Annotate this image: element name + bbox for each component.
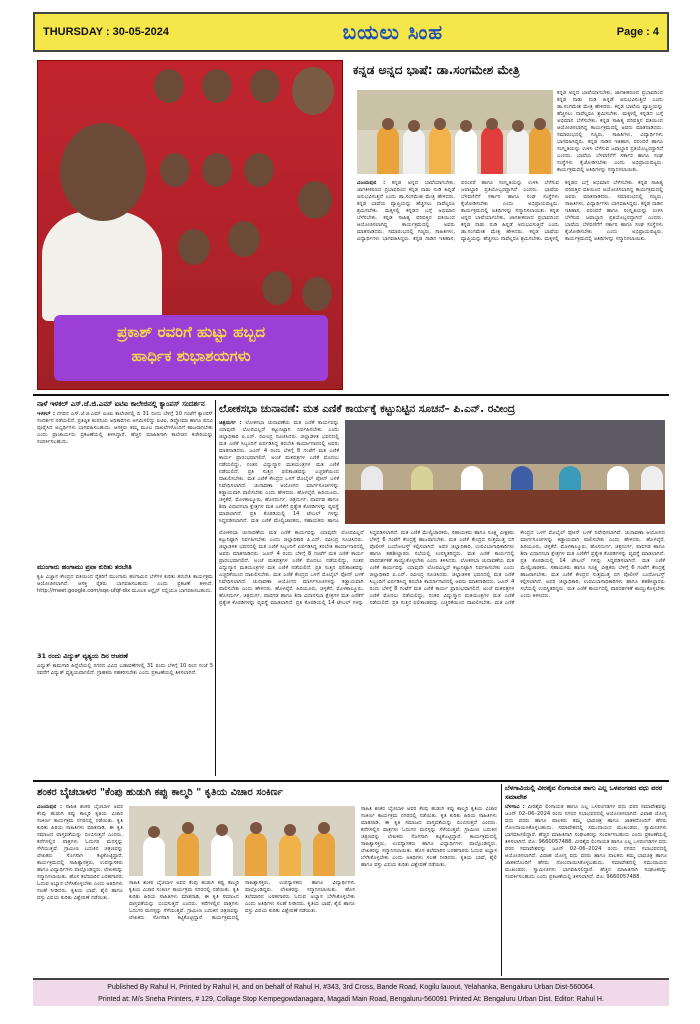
imprint-footer (33, 978, 669, 1006)
portrait-thumb (302, 277, 332, 311)
banner-line-1: ಪ್ರಕಾಶ್ ರವರಿಗೆ ಹುಟ್ಟು ಹಬ್ಬದ (116, 323, 266, 341)
portrait-thumb (228, 221, 260, 257)
story-lead (37, 804, 123, 974)
story-body (219, 530, 665, 774)
issue-date: THURSDAY : 30-05-2024 (43, 26, 169, 38)
imprint-line-2: Printed at: M/s Sneha Printers, # 129, Collage Stop Kempegowdanagara, Magadi Main Road, Bengaluru-560091 Printed At: Bengaluru Urban Dist. Editor: Rahul H. (98, 996, 604, 1003)
story-headline: ಬೆಳಗಾವಿಯಲ್ಲಿ ವೀರಶೈವ ಲಿಂಗಾಯತ ಹಾಗು ಎಲ್ಲ ಒಳಪಂಗಡದ ವಧು ವರರ ಸಮಾವೇಶ (505, 784, 663, 801)
birthday-wish-banner (54, 315, 328, 381)
banner-line-2: ಹಾರ್ಧಿಕ ಶುಭಾಶಯಗಳು (131, 347, 251, 365)
story-body (505, 804, 667, 974)
story-body-text-cont: ಕನ್ನಡ ಅನ್ನದ ಭಾಷೆಯಾಗಬೇಕು, ಜಾಗತೀಕರಣದ ಪ್ರಭಾವದಿಂದ ಕನ್ನಡ ನಾಡು ನುಡಿ ಹಿನ್ನಡೆ ಅನುಭವಿಸುತ್ತಿದೆ ಎಂದು ಡಾ.ಸಂಗಮೇಶ ಮೇತ್ರಿ ಹೇಳಿದರು. ಕನ್ನಡ ಭಾಷೆಯ ವ್ಯಾಪ್ತಿಯನ್ನು ಹೆಚ್ಚಿಸಲು ನಾವೆಲ್ಲರೂ ಶ್ರಮಿಸಬೇಕು. ಮಕ್ಕಳಲ್ಲಿ ಕನ್ನಡದ ಬಗ್ಗೆ ಅಭಿಮಾನ ಬೆಳೆಸಬೇಕು. ಕನ್ನಡ ಸಾಹಿತ್ಯ ಪರಿಷತ್ತಿನ ವತಿಯಿಂದ ಆಯೋಜಿಸಲಾಗಿದ್ದ ಕಾರ್ಯಕ್ರಮದಲ್ಲಿ ಅವರು ಮಾತನಾಡಿದರು. ಸಮಾರಂಭದಲ್ಲಿ ಗಣ್ಯರು, ಸಾಹಿತಿಗಳು, ವಿದ್ಯಾರ್ಥಿಗಳು ಭಾಗವಹಿಸಿದ್ದರು. ಕನ್ನಡ ನಾಡಿನ ಇತಿಹಾಸ, ಪರಂಪರೆ ಹಾಗೂ ಸಂಸ್ಕೃತಿಯನ್ನು ಉಳಿಸಿ ಬೆಳೆಸುವ ಜವಾಬ್ದಾರಿ ಪ್ರತಿಯೊಬ್ಬರದ್ದಾಗಿದೆ ಎಂದರು. ಭಾಷೆಯ ಬೆಳವಣಿಗೆಗೆ ಸರ್ಕಾರ ಹಾಗೂ ಸಂಘ ಸಂಸ್ಥೆಗಳು ಕೈಜೋಡಿಸಬೇಕು ಎಂದು ಅಭಿಪ್ರಾಯಪಟ್ಟರು. ಕಾರ್ಯಕ್ರಮದಲ್ಲಿ ಅತಿಥಿಗಳನ್ನು ಸನ್ಮಾನಿಸಲಾಯಿತು. (461, 180, 663, 242)
story-body (37, 411, 213, 561)
story-headline: ಕನ್ನಡ ಅನ್ನದ ಭಾಷೆ: ಡಾ.ಸಂಗಮೇಶ ಮೇತ್ರಿ (353, 63, 520, 77)
story-body-text: ಸಾಹಿತಿ ಶಂಕರ ಬೈಚಬಾಳ ಅವರ ಕೆಂಪು ಹುಡುಗಿ ಕಪ್ಪು ಕಾಲ್ಮರಿ ಕೃತಿಯ ವಿಚಾರ ಸಂಕಿರ್ಣ ಕಾರ್ಯಕ್ರಮ ನಗರದಲ್ಲಿ ನಡೆಯಿತು. ಕೃತಿ ಕುರಿತು ಹಿರಿಯ ಸಾಹಿತಿಗಳು ಮಾತನಾಡಿ, ಈ ಕೃತಿ ಸಮಾಜದ ವಾಸ್ತವತೆಯನ್ನು ಬಿಂಬಿಸುತ್ತದೆ ಎಂದರು. ಕಥೆಗಳಲ್ಲಿನ ಪಾತ್ರಗಳು ಓದುಗರ ಮನಸ್ಸನ್ನು ಸೆಳೆಯುತ್ತವೆ. ಗ್ರಾಮೀಣ ಬದುಕಿನ ಚಿತ್ರಣವನ್ನು ಲೇಖಕರು ಸೊಗಸಾಗಿ ಕಟ್ಟಿಕೊಟ್ಟಿದ್ದಾರೆ. ಕಾರ್ಯಕ್ರಮದಲ್ಲಿ ಸಾಹಿತ್ಯಾಸಕ್ತರು, ಉಪನ್ಯಾಸಕರು ಹಾಗೂ ವಿದ್ಯಾರ್ಥಿಗಳು ಪಾಲ್ಗೊಂಡಿದ್ದರು. ಲೇಖಕರನ್ನು ಸನ್ಮಾನಿಸಲಾಯಿತು. ಹೊಸ ತಲೆಮಾರಿನ ಬರಹಗಾರರು ಓದುವ ಅಭ್ಯಾಸ ಬೆಳೆಸಿಕೊಳ್ಳಬೇಕು ಎಂದು ಅತಿಥಿಗಳು ಸಲಹೆ ನೀಡಿದರು. ಕೃತಿಯ ಭಾಷೆ, ಶೈಲಿ ಹಾಗೂ ವಸ್ತು ವಿಷಯ ಕುರಿತು ವಿಶ್ಲೇಷಣೆ ನಡೆಯಿತು. (37, 804, 123, 901)
story-dateline: ವಿಜಯಪುರ : (37, 804, 63, 810)
portrait-thumb (292, 67, 334, 115)
masthead (33, 12, 669, 52)
main-portrait-face (60, 123, 146, 221)
story-body (357, 180, 663, 384)
story-marriage-convention (505, 784, 667, 976)
page-number: Page : 4 (616, 26, 659, 38)
portrait-thumb (250, 69, 280, 103)
column-divider (501, 784, 502, 976)
portrait-thumb (298, 181, 332, 219)
story-body: ಸಾಹಿತಿ ಶಂಕರ ಬೈಚಬಾಳ ಅವರ ಕೆಂಪು ಹುಡುಗಿ ಕಪ್ಪು ಕಾಲ್ಮರಿ ಕೃತಿಯ ವಿಚಾರ ಸಂಕಿರ್ಣ ಕಾರ್ಯಕ್ರಮ ನಗರದಲ್ಲಿ ನಡೆಯಿತು. ಕೃತಿ ಕುರಿತು ಹಿರಿಯ ಸಾಹಿತಿಗಳು ಮಾತನಾಡಿ, ಈ ಕೃತಿ ಸಮಾಜದ ವಾಸ್ತವತೆಯನ್ನು ಬಿಂಬಿಸುತ್ತದೆ ಎಂದರು. ಕಥೆಗಳಲ್ಲಿನ ಪಾತ್ರಗಳು ಓದುಗರ ಮನಸ್ಸನ್ನು ಸೆಳೆಯುತ್ತವೆ. ಗ್ರಾಮೀಣ ಬದುಕಿನ ಚಿತ್ರಣವನ್ನು ಲೇಖಕರು ಸೊಗಸಾಗಿ ಕಟ್ಟಿಕೊಟ್ಟಿದ್ದಾರೆ. ಕಾರ್ಯಕ್ರಮದಲ್ಲಿ ಸಾಹಿತ್ಯಾಸಕ್ತರು, ಉಪನ್ಯಾಸಕರು ಹಾಗೂ ವಿದ್ಯಾರ್ಥಿಗಳು ಪಾಲ್ಗೊಂಡಿದ್ದರು. ಲೇಖಕರನ್ನು ಸನ್ಮಾನಿಸಲಾಯಿತು. ಹೊಸ ತಲೆಮಾರಿನ ಬರಹಗಾರರು ಓದುವ ಅಭ್ಯಾಸ ಬೆಳೆಸಿಕೊಳ್ಳಬೇಕು ಎಂದು ಅತಿಥಿಗಳು ಸಲಹೆ ನೀಡಿದರು. ಕೃತಿಯ ಭಾಷೆ, ಶೈಲಿ ಹಾಗೂ ವಸ್ತು ವಿಷಯ ಕುರಿತು ವಿಶ್ಲೇಷಣೆ ನಡೆಯಿತು. (129, 880, 355, 921)
story-headline: ನಾಳೆ ಇಳಕಲ್ ಎಸ್.ಜೆ.ಜಿ.ಎಮ್ ಐಟಿಐ ಕಾಲೇಜಿನಲ್ಲಿ ಕ್ಯಾಂಪಸ್ ಸಂದರ್ಶನ (37, 400, 205, 408)
story-headline: ಲೋಕಸಭಾ ಚುನಾವಣೆ: ಮತ ಎಣಿಕೆ ಕಾರ್ಯಕ್ಕೆ ಕಟ್ಟುನಿಟ್ಟಿನ ಸೂಚನೆ– ಪಿ.ಎನ್. ರವೀಂದ್ರ (219, 403, 515, 415)
story-body-side: ಕನ್ನಡ ಅನ್ನದ ಭಾಷೆಯಾಗಬೇಕು, ಜಾಗತೀಕರಣದ ಪ್ರಭಾವದಿಂದ ಕನ್ನಡ ನಾಡು ನುಡಿ ಹಿನ್ನಡೆ ಅನುಭವಿಸುತ್ತಿದೆ ಎಂದು ಡಾ.ಸಂಗಮೇಶ ಮೇತ್ರಿ ಹೇಳಿದರು. ಕನ್ನಡ ಭಾಷೆಯ ವ್ಯಾಪ್ತಿಯನ್ನು ಹೆಚ್ಚಿಸಲು ನಾವೆಲ್ಲರೂ ಶ್ರಮಿಸಬೇಕು. ಮಕ್ಕಳಲ್ಲಿ ಕನ್ನಡದ ಬಗ್ಗೆ ಅಭಿಮಾನ ಬೆಳೆಸಬೇಕು. ಕನ್ನಡ ಸಾಹಿತ್ಯ ಪರಿಷತ್ತಿನ ವತಿಯಿಂದ ಆಯೋಜಿಸಲಾಗಿದ್ದ ಕಾರ್ಯಕ್ರಮದಲ್ಲಿ ಅವರು ಮಾತನಾಡಿದರು. ಸಮಾರಂಭದಲ್ಲಿ ಗಣ್ಯರು, ಸಾಹಿತಿಗಳು, ವಿದ್ಯಾರ್ಥಿಗಳು ಭಾಗವಹಿಸಿದ್ದರು. ಕನ್ನಡ ನಾಡಿನ ಇತಿಹಾಸ, ಪರಂಪರೆ ಹಾಗೂ ಸಂಸ್ಕೃತಿಯನ್ನು ಉಳಿಸಿ ಬೆಳೆಸುವ ಜವಾಬ್ದಾರಿ ಪ್ರತಿಯೊಬ್ಬರದ್ದಾಗಿದೆ ಎಂದರು. ಭಾಷೆಯ ಬೆಳವಣಿಗೆಗೆ ಸರ್ಕಾರ ಹಾಗೂ ಸಂಘ ಸಂಸ್ಥೆಗಳು ಕೈಜೋಡಿಸಬೇಕು ಎಂದು ಅಭಿಪ್ರಾಯಪಟ್ಟರು. ಕಾರ್ಯಕ್ರಮದಲ್ಲಿ ಅತಿಥಿಗಳನ್ನು ಸನ್ಮಾನಿಸಲಾಯಿತು. (557, 90, 663, 173)
main-portrait-body (42, 211, 162, 321)
birthday-advertisement (37, 60, 343, 390)
portrait-thumb (154, 69, 184, 103)
portrait-thumb (160, 153, 190, 187)
story-kannada-language (351, 58, 667, 388)
story-body-right: ಸಾಹಿತಿ ಶಂಕರ ಬೈಚಬಾಳ ಅವರ ಕೆಂಪು ಹುಡುಗಿ ಕಪ್ಪು ಕಾಲ್ಮರಿ ಕೃತಿಯ ವಿಚಾರ ಸಂಕಿರ್ಣ ಕಾರ್ಯಕ್ರಮ ನಗರದಲ್ಲಿ ನಡೆಯಿತು. ಕೃತಿ ಕುರಿತು ಹಿರಿಯ ಸಾಹಿತಿಗಳು ಮಾತನಾಡಿ, ಈ ಕೃತಿ ಸಮಾಜದ ವಾಸ್ತವತೆಯನ್ನು ಬಿಂಬಿಸುತ್ತದೆ ಎಂದರು. ಕಥೆಗಳಲ್ಲಿನ ಪಾತ್ರಗಳು ಓದುಗರ ಮನಸ್ಸನ್ನು ಸೆಳೆಯುತ್ತವೆ. ಗ್ರಾಮೀಣ ಬದುಕಿನ ಚಿತ್ರಣವನ್ನು ಲೇಖಕರು ಸೊಗಸಾಗಿ ಕಟ್ಟಿಕೊಟ್ಟಿದ್ದಾರೆ. ಕಾರ್ಯಕ್ರಮದಲ್ಲಿ ಸಾಹಿತ್ಯಾಸಕ್ತರು, ಉಪನ್ಯಾಸಕರು ಹಾಗೂ ವಿದ್ಯಾರ್ಥಿಗಳು ಪಾಲ್ಗೊಂಡಿದ್ದರು. ಲೇಖಕರನ್ನು ಸನ್ಮಾನಿಸಲಾಯಿತು. ಹೊಸ ತಲೆಮಾರಿನ ಬರಹಗಾರರು ಓದುವ ಅಭ್ಯಾಸ ಬೆಳೆಸಿಕೊಳ್ಳಬೇಕು ಎಂದು ಅತಿಥಿಗಳು ಸಲಹೆ ನೀಡಿದರು. ಕೃತಿಯ ಭಾಷೆ, ಶೈಲಿ ಹಾಗೂ ವಸ್ತು ವಿಷಯ ಕುರಿತು ವಿಶ್ಲೇಷಣೆ ನಡೆಯಿತು. (361, 806, 497, 868)
column-divider (215, 400, 216, 776)
sub-story-body: ವಿದ್ಯುತ್ ಕಾಮಗಾರಿ ಹಿನ್ನೆಲೆಯಲ್ಲಿ ನಗರದ ವಿವಿಧ ಬಡಾವಣೆಗಳಲ್ಲಿ 31 ರಂದು ಬೆಳಿಗ್ಗೆ 10 ರಿಂದ ಸಂಜೆ 5 ರವರೆಗೆ ವಿದ್ಯುತ್ ವ್ಯತ್ಯಯವಾಗಲಿದೆ. ಗ್ರಾಹಕರು ಸಹಕರಿಸಬೇಕು ಎಂದು ಪ್ರಕಟಣೆಯಲ್ಲಿ ತಿಳಿಸಲಾಗಿದೆ. (37, 663, 213, 676)
portrait-thumb (178, 229, 210, 265)
felicitation-photo (129, 806, 355, 876)
portrait-thumb (202, 69, 232, 103)
story-body-text-cont: ವೀರಶೈವ ಲಿಂಗಾಯತ ಹಾಗೂ ಎಲ್ಲ ಒಳಪಂಗಡಗಳ ವಧು ವರರ ಸಮಾವೇಶವನ್ನು ಜೂನ್ 02–06–2024 ರಂದು ನಗರದ ಸಭಾಭವನದಲ್ಲಿ ಆಯೋಜಿಸಲಾಗಿದೆ. ವಿವಾಹ ಯೋಗ್ಯ ವಧು ವರರು ಹಾಗೂ ಪಾಲಕರು ತಮ್ಮ ಭಾವಚಿತ್ರ ಹಾಗೂ ಜಾತಕದೊಂದಿಗೆ ಹೆಸರು ನೋಂದಾಯಿಸಿಕೊಳ್ಳಬಹುದು. ಸಮಾವೇಶದಲ್ಲಿ ಸಮುದಾಯದ ಮುಖಂಡರು, ಸ್ವಾಮೀಜಿಗಳು ಭಾಗವಹಿಸಲಿದ್ದಾರೆ. ಹೆಚ್ಚಿನ ಮಾಹಿತಿಗಾಗಿ ಸಂಘಟಕರನ್ನು ಸಂಪರ್ಕಿಸಬಹುದು ಎಂದು ಪ್ರಕಟಣೆಯಲ್ಲಿ ತಿಳಿಸಲಾಗಿದೆ. ಮೊ: 9660057488. (505, 839, 667, 880)
section-divider (33, 394, 669, 396)
story-body-text: ಲೋಕಸಭಾ ಚುನಾವಣೆಯ ಮತ ಎಣಿಕೆ ಕಾರ್ಯವನ್ನು ಯಾವುದೇ ಲೋಪವಿಲ್ಲದೆ ಕಟ್ಟುನಿಟ್ಟಾಗಿ ನಿರ್ವಹಿಸಬೇಕು ಎಂದು ಜಿಲ್ಲಾಧಿಕಾರಿ ಪಿ.ಎನ್. ರವೀಂದ್ರ ಸೂಚಿಸಿದರು. ಜಿಲ್ಲಾಡಳಿತ ಭವನದಲ್ಲಿ ಮತ ಎಣಿಕೆ ಸಿಬ್ಬಂದಿಗೆ ಏರ್ಪಡಿಸಿದ್ದ ತರಬೇತಿ ಕಾರ್ಯಾಗಾರದಲ್ಲಿ ಅವರು ಮಾತನಾಡಿದರು. ಜೂನ್ 4 ರಂದು ಬೆಳಿಗ್ಗೆ 8 ಗಂಟೆಗೆ ಮತ ಎಣಿಕೆ ಕಾರ್ಯ ಪ್ರಾರಂಭವಾಗಲಿದೆ. ಅಂಚೆ ಮತಪತ್ರಗಳ ಎಣಿಕೆ ಮೊದಲು ನಡೆಯಲಿದ್ದು, ನಂತರ ವಿದ್ಯುನ್ಮಾನ ಮತಯಂತ್ರಗಳ ಮತ ಎಣಿಕೆ ನಡೆಯಲಿದೆ. ಪ್ರತಿ ಸುತ್ತಿನ ಫಲಿತಾಂಶವನ್ನು ಎಚ್ಚರಿಕೆಯಿಂದ ದಾಖಲಿಸಬೇಕು. ಮತ ಎಣಿಕೆ ಕೇಂದ್ರದ ಒಳಗೆ ಮೊಬೈಲ್ ಫೋನ್ ಬಳಕೆ ನಿಷೇಧಿಸಲಾಗಿದೆ. ಚುನಾವಣಾ ಆಯೋಗದ ಮಾರ್ಗಸೂಚಿಗಳನ್ನು ಕಡ್ಡಾಯವಾಗಿ ಪಾಲಿಸಬೇಕು ಎಂದು ಹೇಳಿದರು. ಹೊಳಲ್ಕೆರೆ, ಹಿರಿಯೂರು, ಚಳ್ಳಕೆರೆ, ಮೊಳಕಾಲ್ಮೂರು, ಹೊಸದುರ್ಗ, ಚಿತ್ರದುರ್ಗ, ಪಾವಗಡ ಹಾಗೂ ಶಿರಾ ವಿಧಾನಸಭಾ ಕ್ಷೇತ್ರಗಳ ಮತ ಎಣಿಕೆಗೆ ಪ್ರತ್ಯೇಕ ಕೊಠಡಿಗಳನ್ನು ವ್ಯವಸ್ಥೆ ಮಾಡಲಾಗಿದೆ. ಪ್ರತಿ ಕೊಠಡಿಯಲ್ಲಿ 14 ಟೇಬಲ್ ಗಳನ್ನು ಸಿದ್ಧಪಡಿಸಲಾಗಿದೆ. ಮತ ಎಣಿಕೆ ಮೇಲ್ವಿಚಾರಕರು, ಸಹಾಯಕರು ಹಾಗೂ ಸೂಕ್ಷ್ಮ ವೀಕ್ಷಕರು ಬೆಳಿಗ್ಗೆ 6 ಗಂಟೆಗೆ ಕೇಂದ್ರಕ್ಕೆ ಹಾಜರಾಗಬೇಕು. ಮತ ಎಣಿಕೆ ಕೇಂದ್ರದ ಸುತ್ತಮುತ್ತ ಬಿಗಿ ಪೊಲೀಸ್ ಬಂದೋಬಸ್ತ್ ಕಲ್ಪಿಸಲಾಗಿದೆ. ಅಪರ ಜಿಲ್ಲಾಧಿಕಾರಿ, ಉಪವಿಭಾಗಾಧಿಕಾರಿಗಳು ಹಾಗೂ ತಹಶೀಲ್ದಾರರು ಸಭೆಯಲ್ಲಿ ಉಪಸ್ಥಿತರಿದ್ದರು. ಮತ ಎಣಿಕೆ ಕಾರ್ಯದಲ್ಲಿ ಪಾರದರ್ಶಕತೆ ಕಾಯ್ದುಕೊಳ್ಳಬೇಕು ಎಂದು ತಿಳಿಸಿದರು. (219, 530, 515, 606)
newspaper-logo: ಬಯಲು ಸಿಂಹ (342, 20, 444, 44)
newspaper-page (33, 12, 669, 1012)
story-dateline: ವಿಜಯಪುರ : (357, 180, 386, 186)
story-dateline: ಚಿತ್ರದುರ್ಗ : (219, 420, 242, 426)
story-dateline: ಇಳಕಲ್ : (37, 411, 55, 417)
sub-story-body: ಕೃಷಿ ವಿಜ್ಞಾನ ಕೇಂದ್ರದ ವತಿಯಿಂದ ರೈತರಿಗೆ ಮುಂಗಾರು ಹಂಗಾಮಿನ ಬೆಳೆಗಳ ಕುರಿತು ತರಬೇತಿ ಕಾರ್ಯಕ್ರಮ ಆಯೋಜಿಸಲಾಗಿದೆ. ಆಸಕ್ತ ರೈತರು ಭಾಗವಹಿಸಬಹುದು ಎಂದು ಪ್ರಕಟಣೆ ತಿಳಿಸಿದೆ. http://meet.google.com/sqs-ufqf-dix ಮೂಲಕ ಆನ್ಲೈನ್ ನಲ್ಲಿಯೂ ಭಾಗವಹಿಸಬಹುದು. (37, 574, 213, 594)
story-body-text: ಕನ್ನಡ ಅನ್ನದ ಭಾಷೆಯಾಗಬೇಕು, ಜಾಗತೀಕರಣದ ಪ್ರಭಾವದಿಂದ ಕನ್ನಡ ನಾಡು ನುಡಿ ಹಿನ್ನಡೆ ಅನುಭವಿಸುತ್ತಿದೆ ಎಂದು ಡಾ.ಸಂಗಮೇಶ ಮೇತ್ರಿ ಹೇಳಿದರು. ಕನ್ನಡ ಭಾಷೆಯ ವ್ಯಾಪ್ತಿಯನ್ನು ಹೆಚ್ಚಿಸಲು ನಾವೆಲ್ಲರೂ ಶ್ರಮಿಸಬೇಕು. ಮಕ್ಕಳಲ್ಲಿ ಕನ್ನಡದ ಬಗ್ಗೆ ಅಭಿಮಾನ ಬೆಳೆಸಬೇಕು. ಕನ್ನಡ ಸಾಹಿತ್ಯ ಪರಿಷತ್ತಿನ ವತಿಯಿಂದ ಆಯೋಜಿಸಲಾಗಿದ್ದ ಕಾರ್ಯಕ್ರಮದಲ್ಲಿ ಅವರು ಮಾತನಾಡಿದರು. ಸಮಾರಂಭದಲ್ಲಿ ಗಣ್ಯರು, ಸಾಹಿತಿಗಳು, ವಿದ್ಯಾರ್ಥಿಗಳು ಭಾಗವಹಿಸಿದ್ದರು. ಕನ್ನಡ ನಾಡಿನ ಇತಿಹಾಸ, ಪರಂಪರೆ ಹಾಗೂ ಸಂಸ್ಕೃತಿಯನ್ನು ಉಳಿಸಿ ಬೆಳೆಸುವ ಜವಾಬ್ದಾರಿ ಪ್ರತಿಯೊಬ್ಬರದ್ದಾಗಿದೆ ಎಂದರು. ಭಾಷೆಯ ಬೆಳವಣಿಗೆಗೆ ಸರ್ಕಾರ ಹಾಗೂ ಸಂಘ ಸಂಸ್ಥೆಗಳು ಕೈಜೋಡಿಸಬೇಕು ಎಂದು ಅಭಿಪ್ರಾಯಪಟ್ಟರು. ಕಾರ್ಯಕ್ರಮದಲ್ಲಿ ಅತಿಥಿಗಳನ್ನು ಸನ್ಮಾನಿಸಲಾಯಿತು. (357, 180, 559, 242)
story-body-text: ವೀರಶೈವ ಲಿಂಗಾಯತ ಹಾಗೂ ಎಲ್ಲ ಒಳಪಂಗಡಗಳ ವಧು ವರರ ಸಮಾವೇಶವನ್ನು ಜೂನ್ 02–06–2024 ರಂದು ನಗರದ ಸಭಾಭವನದಲ್ಲಿ ಆಯೋಜಿಸಲಾಗಿದೆ. ವಿವಾಹ ಯೋಗ್ಯ ವಧು ವರರು ಹಾಗೂ ಪಾಲಕರು ತಮ್ಮ ಭಾವಚಿತ್ರ ಹಾಗೂ ಜಾತಕದೊಂದಿಗೆ ಹೆಸರು ನೋಂದಾಯಿಸಿಕೊಳ್ಳಬಹುದು. ಸಮಾವೇಶದಲ್ಲಿ ಸಮುದಾಯದ ಮುಖಂಡರು, ಸ್ವಾಮೀಜಿಗಳು ಭಾಗವಹಿಸಲಿದ್ದಾರೆ. ಹೆಚ್ಚಿನ ಮಾಹಿತಿಗಾಗಿ ಸಂಘಟಕರನ್ನು ಸಂಪರ್ಕಿಸಬಹುದು ಎಂದು ಪ್ರಕಟಣೆಯಲ್ಲಿ ತಿಳಿಸಲಾಗಿದೆ. ಮೊ: 9660057488. (505, 804, 667, 845)
portrait-thumb (202, 153, 232, 187)
story-body-text-cont: ಲೋಕಸಭಾ ಚುನಾವಣೆಯ ಮತ ಎಣಿಕೆ ಕಾರ್ಯವನ್ನು ಯಾವುದೇ ಲೋಪವಿಲ್ಲದೆ ಕಟ್ಟುನಿಟ್ಟಾಗಿ ನಿರ್ವಹಿಸಬೇಕು ಎಂದು ಜಿಲ್ಲಾಧಿಕಾರಿ ಪಿ.ಎನ್. ರವೀಂದ್ರ ಸೂಚಿಸಿದರು. ಜಿಲ್ಲಾಡಳಿತ ಭವನದಲ್ಲಿ ಮತ ಎಣಿಕೆ ಸಿಬ್ಬಂದಿಗೆ ಏರ್ಪಡಿಸಿದ್ದ ತರಬೇತಿ ಕಾರ್ಯಾಗಾರದಲ್ಲಿ ಅವರು ಮಾತನಾಡಿದರು. ಜೂನ್ 4 ರಂದು ಬೆಳಿಗ್ಗೆ 8 ಗಂಟೆಗೆ ಮತ ಎಣಿಕೆ ಕಾರ್ಯ ಪ್ರಾರಂಭವಾಗಲಿದೆ. ಅಂಚೆ ಮತಪತ್ರಗಳ ಎಣಿಕೆ ಮೊದಲು ನಡೆಯಲಿದ್ದು, ನಂತರ ವಿದ್ಯುನ್ಮಾನ ಮತಯಂತ್ರಗಳ ಮತ ಎಣಿಕೆ ನಡೆಯಲಿದೆ. ಪ್ರತಿ ಸುತ್ತಿನ ಫಲಿತಾಂಶವನ್ನು ಎಚ್ಚರಿಕೆಯಿಂದ ದಾಖಲಿಸಬೇಕು. ಮತ ಎಣಿಕೆ ಕೇಂದ್ರದ ಒಳಗೆ ಮೊಬೈಲ್ ಫೋನ್ ಬಳಕೆ ನಿಷೇಧಿಸಲಾಗಿದೆ. ಚುನಾವಣಾ ಆಯೋಗದ ಮಾರ್ಗಸೂಚಿಗಳನ್ನು ಕಡ್ಡಾಯವಾಗಿ ಪಾಲಿಸಬೇಕು ಎಂದು ಹೇಳಿದರು. ಹೊಳಲ್ಕೆರೆ, ಹಿರಿಯೂರು, ಚಳ್ಳಕೆರೆ, ಮೊಳಕಾಲ್ಮೂರು, ಹೊಸದುರ್ಗ, ಚಿತ್ರದುರ್ಗ, ಪಾವಗಡ ಹಾಗೂ ಶಿರಾ ವಿಧಾನಸಭಾ ಕ್ಷೇತ್ರಗಳ ಮತ ಎಣಿಕೆಗೆ ಪ್ರತ್ಯೇಕ ಕೊಠಡಿಗಳನ್ನು ವ್ಯವಸ್ಥೆ ಮಾಡಲಾಗಿದೆ. ಪ್ರತಿ ಕೊಠಡಿಯಲ್ಲಿ 14 ಟೇಬಲ್ ಗಳನ್ನು ಸಿದ್ಧಪಡಿಸಲಾಗಿದೆ. ಮತ ಎಣಿಕೆ ಮೇಲ್ವಿಚಾರಕರು, ಸಹಾಯಕರು ಹಾಗೂ ಸೂಕ್ಷ್ಮ ವೀಕ್ಷಕರು ಬೆಳಿಗ್ಗೆ 6 ಗಂಟೆಗೆ ಕೇಂದ್ರಕ್ಕೆ ಹಾಜರಾಗಬೇಕು. ಮತ ಎಣಿಕೆ ಕೇಂದ್ರದ ಸುತ್ತಮುತ್ತ ಬಿಗಿ ಪೊಲೀಸ್ ಬಂದೋಬಸ್ತ್ ಕಲ್ಪಿಸಲಾಗಿದೆ. ಅಪರ ಜಿಲ್ಲಾಧಿಕಾರಿ, ಉಪವಿಭಾಗಾಧಿಕಾರಿಗಳು ಹಾಗೂ ತಹಶೀಲ್ದಾರರು ಸಭೆಯಲ್ಲಿ ಉಪಸ್ಥಿತರಿದ್ದರು. ಮತ ಎಣಿಕೆ ಕಾರ್ಯದಲ್ಲಿ ಪಾರದರ್ಶಕತೆ ಕಾಯ್ದುಕೊಳ್ಳಬೇಕು ಎಂದು ತಿಳಿಸಿದರು. (369, 530, 665, 606)
portrait-thumb (262, 271, 292, 305)
story-campus-interview (37, 400, 213, 776)
story-book-seminar (37, 784, 499, 976)
story-body-text: ನಗರದ ಎಸ್.ಜೆ.ಜಿ.ಎಮ್ ಐಟಿಐ ಕಾಲೇಜಿನಲ್ಲಿ ದಿ 31 ರಂದು ಬೆಳಿಗ್ಗೆ 10 ಗಂಟೆಗೆ ಕ್ಯಾಂಪಸ್ ಸಂದರ್ಶನ ನಡೆಯಲಿದೆ. ಪ್ರತಿಷ್ಠಿತ ಕಂಪನಿಯ ಅಧಿಕಾರಿಗಳು ಆಗಮಿಸಲಿದ್ದು ಐಟಿಐ, ಡಿಪ್ಲೋಮಾ ಹಾಗೂ ಪದವಿ ಪೂರೈಸಿದ ಅಭ್ಯರ್ಥಿಗಳು ಭಾಗವಹಿಸಬಹುದು. ಆಸಕ್ತರು ತಮ್ಮ ಮೂಲ ದಾಖಲೆಗಳೊಂದಿಗೆ ಹಾಜರಾಗಬೇಕು ಎಂದು ಪ್ರಾಚಾರ್ಯರು ಪ್ರಕಟಣೆಯಲ್ಲಿ ತಿಳಿಸಿದ್ದಾರೆ. ಹೆಚ್ಚಿನ ಮಾಹಿತಿಗಾಗಿ ಕಾಲೇಜಿನ ಕಚೇರಿಯನ್ನು ಸಂಪರ್ಕಿಸಬಹುದು. (37, 411, 213, 445)
story-dateline: ಬೆಳಗಾವಿ : (505, 804, 525, 810)
section-divider (33, 780, 669, 782)
meeting-photo (345, 420, 665, 524)
story-lead (219, 420, 339, 524)
sub-headline: ಮುಂಗಾರು ಹಂಗಾಮು ಪ್ರವಾ ಕುರಿತು ತರಬೇತಿ (37, 563, 132, 571)
imprint-line-1: Published By Rahul H, Printed by Rahul H, and on behalf of Rahul H, #343, 3rd Cross, Bande Road, Kogilu lauout, Yelahanka, Bengaluru Urban Dist-560064. (107, 984, 595, 991)
sub-headline: 31 ರಂದು ವಿದ್ಯುತ್ ವ್ಯತ್ಯಯ ದಿನ ಆಚರಣೆ (37, 652, 128, 660)
story-vote-counting (219, 400, 667, 776)
story-headline: ಶಂಕರ ಬೈಚಬಾಳರ "ಕೆಂಪು ಹುಡುಗಿ ಕಪ್ಪು ಕಾಲ್ಮರಿ " ಕೃತಿಯ ವಿಚಾರ ಸಂಕಿರ್ಣ (37, 787, 283, 798)
portrait-thumb (244, 153, 274, 187)
event-photo (357, 90, 553, 174)
story-body-text: ಲೋಕಸಭಾ ಚುನಾವಣೆಯ ಮತ ಎಣಿಕೆ ಕಾರ್ಯವನ್ನು ಯಾವುದೇ ಲೋಪವಿಲ್ಲದೆ ಕಟ್ಟುನಿಟ್ಟಾಗಿ ನಿರ್ವಹಿಸಬೇಕು ಎಂದು ಜಿಲ್ಲಾಧಿಕಾರಿ ಪಿ.ಎನ್. ರವೀಂದ್ರ ಸೂಚಿಸಿದರು. ಜಿಲ್ಲಾಡಳಿತ ಭವನದಲ್ಲಿ ಮತ ಎಣಿಕೆ ಸಿಬ್ಬಂದಿಗೆ ಏರ್ಪಡಿಸಿದ್ದ ತರಬೇತಿ ಕಾರ್ಯಾಗಾರದಲ್ಲಿ ಅವರು ಮಾತನಾಡಿದರು. ಜೂನ್ 4 ರಂದು ಬೆಳಿಗ್ಗೆ 8 ಗಂಟೆಗೆ ಮತ ಎಣಿಕೆ ಕಾರ್ಯ ಪ್ರಾರಂಭವಾಗಲಿದೆ. ಅಂಚೆ ಮತಪತ್ರಗಳ ಎಣಿಕೆ ಮೊದಲು ನಡೆಯಲಿದ್ದು, ನಂತರ ವಿದ್ಯುನ್ಮಾನ ಮತಯಂತ್ರಗಳ ಮತ ಎಣಿಕೆ ನಡೆಯಲಿದೆ. ಪ್ರತಿ ಸುತ್ತಿನ ಫಲಿತಾಂಶವನ್ನು ಎಚ್ಚರಿಕೆಯಿಂದ ದಾಖಲಿಸಬೇಕು. ಮತ ಎಣಿಕೆ ಕೇಂದ್ರದ ಒಳಗೆ ಮೊಬೈಲ್ ಫೋನ್ ಬಳಕೆ ನಿಷೇಧಿಸಲಾಗಿದೆ. ಚುನಾವಣಾ ಆಯೋಗದ ಮಾರ್ಗಸೂಚಿಗಳನ್ನು ಕಡ್ಡಾಯವಾಗಿ ಪಾಲಿಸಬೇಕು ಎಂದು ಹೇಳಿದರು. ಹೊಳಲ್ಕೆರೆ, ಹಿರಿಯೂರು, ಚಳ್ಳಕೆರೆ, ಮೊಳಕಾಲ್ಮೂರು, ಹೊಸದುರ್ಗ, ಚಿತ್ರದುರ್ಗ, ಪಾವಗಡ ಹಾಗೂ ಶಿರಾ ವಿಧಾನಸಭಾ ಕ್ಷೇತ್ರಗಳ ಮತ ಎಣಿಕೆಗೆ ಪ್ರತ್ಯೇಕ ಕೊಠಡಿಗಳನ್ನು ವ್ಯವಸ್ಥೆ ಮಾಡಲಾಗಿದೆ. ಪ್ರತಿ ಕೊಠಡಿಯಲ್ಲಿ 14 ಟೇಬಲ್ ಗಳನ್ನು ಸಿದ್ಧಪಡಿಸಲಾಗಿದೆ. ಮತ ಎಣಿಕೆ ಮೇಲ್ವಿಚಾರಕರು, ಸಹಾಯಕರು ಹಾಗೂ (219, 420, 339, 524)
